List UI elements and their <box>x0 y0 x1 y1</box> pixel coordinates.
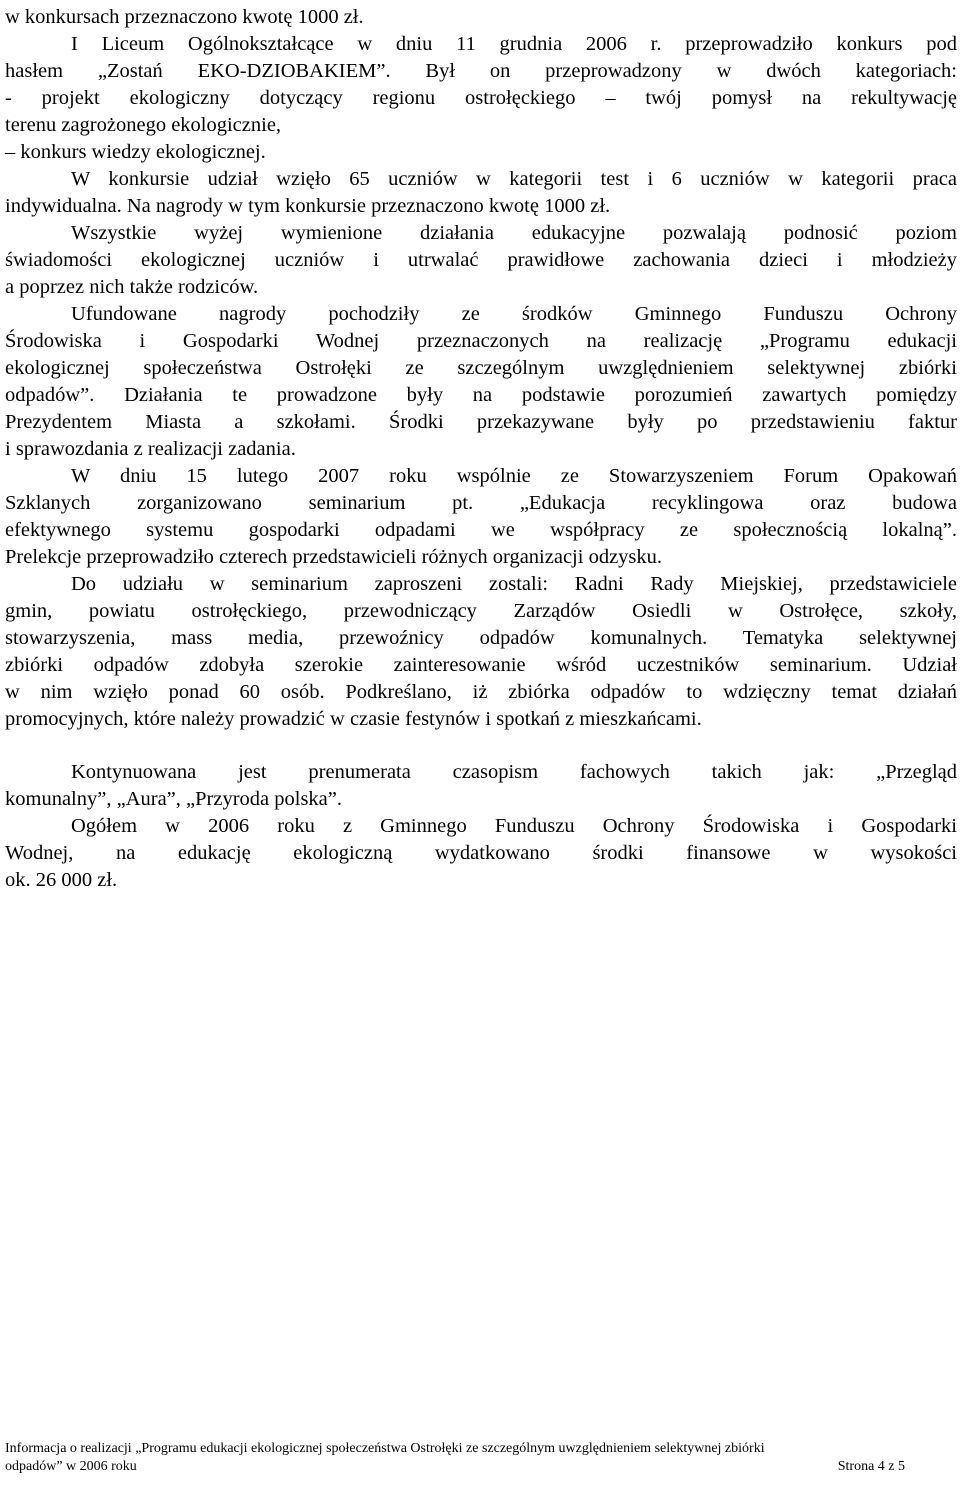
text-line: Wodnej, na edukację ekologiczną wydatkowano środki finansowe w wysokości <box>5 842 957 864</box>
text-line: Kontynuowana jest prenumerata czasopism fachowych takich jak: „Przegląd <box>71 761 957 783</box>
text-line: w konkursach przeznaczono kwotę 1000 zł. <box>5 6 364 28</box>
text-line: Do udziału w seminarium zaproszeni zostali: Radni Rady Miejskiej, przedstawiciele <box>71 573 957 595</box>
footer-title: Informacja o realizacji „Programu edukacji ekologicznej społeczeństwa Ostrołęki ze szczególnym uwzględnieniem selektywnej zbiórki <box>5 1441 765 1456</box>
page-number: Strona 4 z 5 <box>837 1459 905 1474</box>
text-line: Wszystkie wyżej wymienione działania edukacyjne pozwalają podnosić poziom <box>71 222 957 244</box>
text-line: ekologicznej społeczeństwa Ostrołęki ze szczególnym uwzględnieniem selektywnej zbiórki <box>5 357 957 379</box>
text-line: Prelekcje przeprowadziło czterech przedstawicieli różnych organizacji odzysku. <box>5 546 663 568</box>
text-line: Środowiska i Gospodarki Wodnej przeznaczonych na realizację „Programu edukacji <box>5 330 957 352</box>
text-line: komunalny”, „Aura”, „Przyroda polska”. <box>5 788 342 810</box>
list-item: – konkurs wiedzy ekologicznej. <box>5 141 266 163</box>
text-line: Ufundowane nagrody pochodziły ze środków Gminnego Funduszu Ochrony <box>71 303 957 325</box>
text-line: I Liceum Ogólnokształcące w dniu 11 grudnia 2006 r. przeprowadziło konkurs pod <box>71 33 957 55</box>
text-line: W konkursie udział wzięło 65 uczniów w kategorii test i 6 uczniów w kategorii praca <box>71 168 957 190</box>
text-line: gmin, powiatu ostrołęckiego, przewodniczący Zarządów Osiedli w Ostrołęce, szkoły, <box>5 600 957 622</box>
text-line: ok. 26 000 zł. <box>5 869 118 891</box>
text-line: indywidualna. Na nagrody w tym konkursie przeznaczono kwotę 1000 zł. <box>5 195 611 217</box>
document-body <box>5 4 957 894</box>
text-line: w nim wzięło ponad 60 osób. Podkreślano, iż zbiórka odpadów to wdzięczny temat działań <box>5 681 957 703</box>
text-line: Prezydentem Miasta a szkołami. Środki przekazywane były po przedstawieniu faktur <box>5 411 957 433</box>
text-line: i sprawozdania z realizacji zadania. <box>5 438 296 460</box>
text-line: efektywnego systemu gospodarki odpadami we współpracy ze społecznością lokalną”. <box>5 519 957 541</box>
paragraph-gap <box>5 733 957 759</box>
footer-title-continuation: odpadów” w 2006 roku <box>5 1459 137 1474</box>
text-line: Ogółem w 2006 roku z Gminnego Funduszu Ochrony Środowiska i Gospodarki <box>71 815 957 837</box>
text-line: stowarzyszenia, mass media, przewoźnicy odpadów komunalnych. Tematyka selektywnej <box>5 627 957 649</box>
list-item: - projekt ekologiczny dotyczący regionu ostrołęckiego – twój pomysł na rekultywację <box>5 87 957 109</box>
text-line: Szklanych zorganizowano seminarium pt. „Edukacja recyklingowa oraz budowa <box>5 492 957 514</box>
text-line: hasłem „Zostań EKO-DZIOBAKIEM”. Był on przeprowadzony w dwóch kategoriach: <box>5 60 957 82</box>
page-footer <box>5 1440 905 1476</box>
text-line: promocyjnych, które należy prowadzić w czasie festynów i spotkań z mieszkańcami. <box>5 708 702 730</box>
text-line: zbiórki odpadów zdobyła szerokie zainteresowanie wśród uczestników seminarium. Udział <box>5 654 957 676</box>
text-line: świadomości ekologicznej uczniów i utrwalać prawidłowe zachowania dzieci i młodzieży <box>5 249 957 271</box>
text-line: a poprzez nich także rodziców. <box>5 276 259 298</box>
text-line: odpadów”. Działania te prowadzone były na podstawie porozumień zawartych pomiędzy <box>5 384 957 406</box>
text-line: W dniu 15 lutego 2007 roku wspólnie ze Stowarzyszeniem Forum Opakowań <box>71 465 957 487</box>
footer-row <box>5 1458 905 1476</box>
list-item-continuation: terenu zagrożonego ekologicznie, <box>5 114 282 136</box>
